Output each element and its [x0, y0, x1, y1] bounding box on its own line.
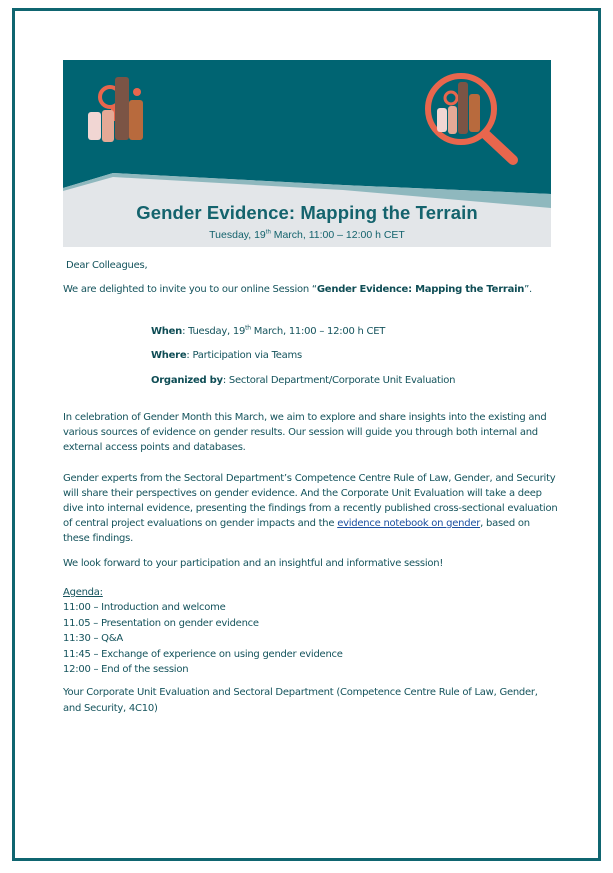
agenda-item: 11:30 – Q&A: [63, 633, 123, 644]
signature: Your Corporate Unit Evaluation and Sectoral Department (Competence Centre Rule of Law, Gender, and Security, 4C10): [63, 687, 538, 714]
agenda-list: [63, 600, 558, 678]
agenda-item: 11.05 – Presentation on gender evidence: [63, 617, 259, 629]
event-banner: [63, 60, 551, 247]
paragraph-intro: In celebration of Gender Month this March, we aim to explore and share insights into the existing and various sources of evidence on gender results. Our session will guide you through both internal and external access points and databases.: [63, 412, 547, 453]
paragraph-experts: Gender experts from the Sectoral Department’s Competence Centre Rule of Law, Gender, and Security will share their perspectives on gender evidence. And the Corporate Unit Evaluation will take a deep dive into internal evidence, presenting the findings from a recently published cross-sectional evaluation of central project evaluations on gender impacts and the evidence notebook on gender, based on these findings.: [63, 473, 558, 544]
agenda-item: 11:00 – Introduction and welcome: [63, 602, 226, 613]
paragraph-closing: We look forward to your participation and an insightful and informative session!: [63, 558, 444, 569]
banner-title: Gender Evidence: Mapping the Terrain: [136, 202, 478, 223]
agenda-item: 11:45 – Exchange of experience on using gender evidence: [63, 648, 343, 660]
detail-organizer: Organized by: Sectoral Department/Corporate Unit Evaluation: [151, 375, 456, 386]
agenda-item: 12:00 – End of the session: [63, 664, 189, 675]
greeting: Dear Colleagues,: [66, 260, 148, 271]
detail-when: When: Tuesday, 19th March, 11:00 – 12:00 h CET: [151, 324, 386, 337]
detail-where: Where: Participation via Teams: [151, 350, 302, 361]
banner-subtitle: Tuesday, 19th March, 11:00 – 12:00 h CET: [209, 229, 405, 241]
agenda-heading: Agenda:: [63, 587, 103, 598]
invite-paragraph: We are delighted to invite you to our online Session “Gender Evidence: Mapping the Terrain”.: [63, 284, 532, 295]
evidence-notebook-link[interactable]: evidence notebook on gender: [337, 518, 481, 529]
